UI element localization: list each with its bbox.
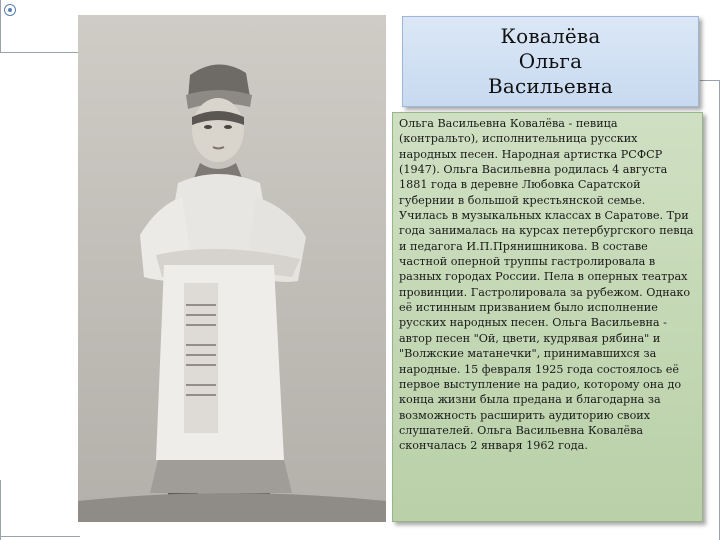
frame-line-top — [0, 52, 80, 53]
portrait-photo — [78, 15, 386, 522]
frame-line-left — [0, 0, 1, 52]
title-line-surname: Ковалёва — [500, 24, 601, 48]
title-box — [402, 16, 699, 107]
title-line-name: Ольга — [518, 49, 583, 73]
bullet-icon — [4, 4, 16, 16]
portrait-illustration — [78, 15, 386, 522]
frame-line-left-lower — [0, 480, 1, 540]
frame-line-right-top — [700, 80, 720, 81]
title-line-patronymic: Васильевна — [487, 74, 614, 98]
biography-box — [392, 112, 703, 522]
frame-line-bottom — [0, 536, 80, 537]
biography-text: Ольга Васильевна Ковалёва - певица (контральто), исполнительница русских народных песен. Народная артистка РСФСР (1947). Ольга Васильевна родилась 4 августа 1881 года в деревне Любовка Саратской губернии в большой крестьянской семье. Училась в музыкальных классах в Саратове. Три года занималась на курсах петербургского певца и педагога И.П.Прянишникова. В составе частной оперной труппы гастролировала в разных городах России. Пела в оперных театрах провинции. Гастролировала за рубежом. Однако её истинным призванием было исполнение русских народных песен. Ольга Васильевна - автор песен "Ой, цвети, кудрявая рябина" и "Волжские матанечки", принимавшихся за народные. 15 февраля 1925 года состоялось её первое выступление на радио, которому она до конца жизни была предана и благодарна за возможность расширить аудиторию своих слушателей. Ольга Васильевна Ковалёва скончалась 2 января 1962 года. — [399, 117, 694, 453]
